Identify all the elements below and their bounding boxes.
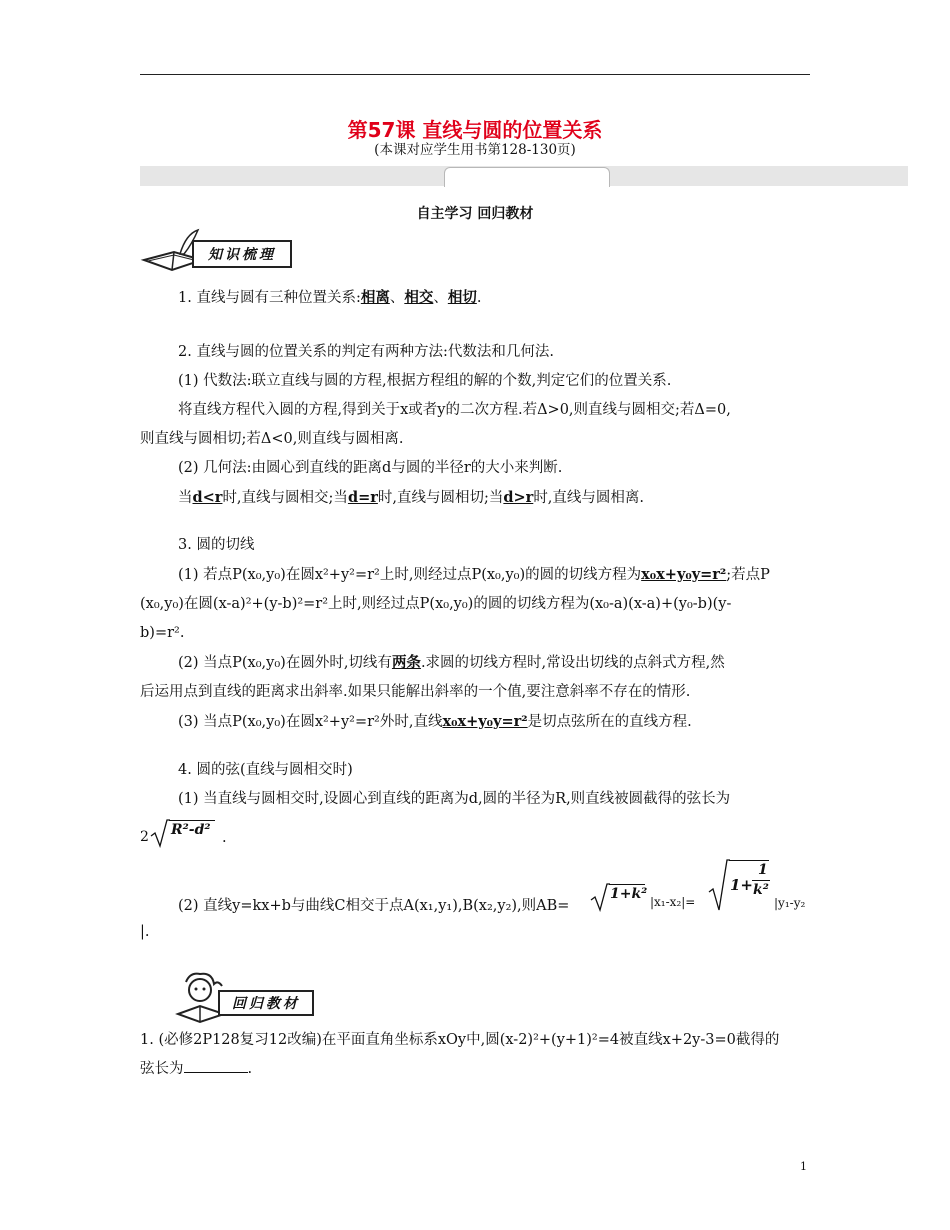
item-1: 1. 直线与圆有三种位置关系:相离、相交、相切. — [178, 289, 482, 306]
page-number: 1 — [800, 1160, 807, 1173]
section-heading: 自主学习 回归教材 — [416, 206, 534, 222]
lesson-subtitle: (本课对应学生用书第128-130页) — [374, 142, 576, 158]
section-tab — [444, 167, 610, 187]
textbook-banner-label: 回归教材 — [218, 990, 314, 1016]
question-1: 1. (必修2P128复习12改编)在平面直角坐标系xOy中,圆(x-2)²+(y+1)²=4被直线x+2y-3=0截得的 弦长为 . — [140, 1032, 780, 1077]
header-rule — [140, 74, 810, 75]
sqrt-sign-icon — [708, 858, 730, 912]
knowledge-banner-label: 知识梳理 — [192, 240, 292, 268]
lesson-title: 第57课 直线与圆的位置关系 — [347, 118, 603, 142]
knowledge-banner — [140, 226, 300, 274]
ab-formula-line: (2) 直线y=kx+b与曲线C相交于点A(x₁,y₁),B(x₂,y₂),则AB= 1+k² |x₁-x₂|= 1+ 1 k² |y₁-y₂ |. — [140, 858, 812, 948]
textbook-banner — [172, 970, 322, 1026]
sqrt-sign-icon — [150, 818, 170, 848]
item-4: 4. 圆的弦(直线与圆相交时) (1) 当直线与圆相交时,设圆心到直线的距离为d,圆的半径为R,则直线被圆截得的弦长为 — [178, 762, 731, 807]
item-3: 3. 圆的切线 (1) 若点P(x₀,y₀)在圆x²+y²=r²上时,则经过点P(x₀,y₀)的圆的切线方程为x₀x+y₀y=r²;若点P (x₀,y₀)在圆(x-a)²+(y-b)²=r²上时,则经过点P(x₀,y₀)的圆的切线方程为(x₀-a)(x-a)+(y₀-b)(y- b)=r². (2) 当点P(x₀,y₀)在圆外时,切线有两条.求圆的切线方程时,常设出切线的点斜式方程,然 后运用点到直线的距离求出斜率.如果只能解出斜率的一个值,要注意斜率不存在的情形. (3) 当点P(x₀,y₀)在圆x²+y²=r²外时,直线x₀x+y₀y=r²是切点弦所在的直线方程. — [140, 537, 770, 730]
answer-blank[interactable] — [184, 1058, 248, 1073]
sqrt-sign-icon — [590, 882, 610, 912]
item-2: 2. 直线与圆的位置关系的判定有两种方法:代数法和几何法. (1) 代数法:联立直线与圆的方程,根据方程组的解的个数,判定它们的位置关系. 将直线方程代入圆的方程,得到关于x或者y的二次方程.若Δ>0,则直线与圆相交;若Δ=0, 则直线与圆相切;若Δ<0,则直线与圆相离. (2) 几何法:由圆心到直线的距离d与圆的半径r的大小来判断. 当d<r时,直线与圆相交;当d=r时,直线与圆相切;当d>r时,直线与圆相离. — [140, 344, 731, 506]
